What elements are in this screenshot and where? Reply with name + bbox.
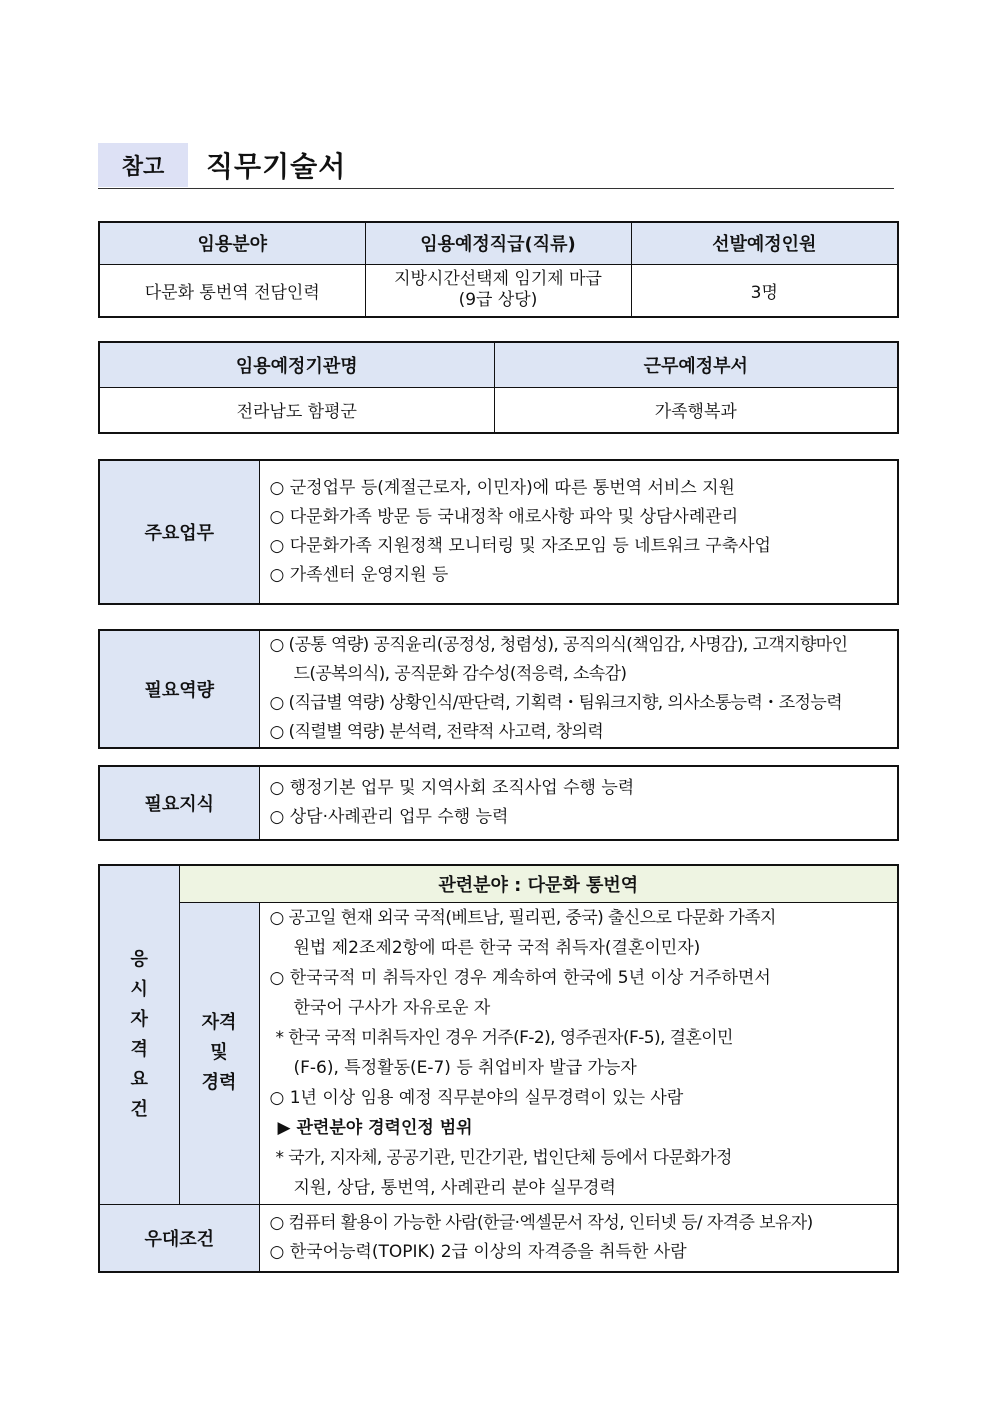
duty-item: ○ 군정업무 등(계절근로자, 이민자)에 따른 통번역 서비스 지원 [269, 478, 735, 498]
competency-content [259, 630, 898, 748]
appointment-table [98, 221, 899, 318]
competency-item: 드(공복의식), 공직문화 감수성(적응력, 소속감) [293, 664, 627, 684]
reference-badge: 참고 [98, 143, 188, 187]
qualification-line: ○ 1년 이상 임용 예정 직무분야의 실무경력이 있는 사람 [269, 1088, 684, 1108]
preference-item: ○ 컴퓨터 활용이 가능한 사람(한글·엑셀문서 작성, 인터넷 등/ 자격증 보유자) [269, 1212, 813, 1233]
eligibility-label-char: 자 [130, 1008, 148, 1030]
eligibility-label [99, 865, 179, 1204]
header-appointment-field: 임용분야 [99, 222, 365, 264]
knowledge-content [259, 766, 898, 840]
qualification-line: * 국가, 지자체, 공공기관, 민간기관, 법인단체 등에서 다문화가정 [275, 1148, 732, 1168]
duty-item: ○ 다문화가족 지원정책 모니터링 및 자조모임 등 네트워크 구축사업 [269, 536, 771, 556]
planned-rank-line: (9급 상당) [458, 290, 538, 311]
qualification-label-part: 자격 [201, 1012, 237, 1033]
institution-value: 전라남도 함평군 [99, 387, 494, 433]
preference-label: 우대조건 [99, 1204, 259, 1272]
eligibility-label-char: 시 [130, 978, 148, 1000]
qualification-line: (F-6), 특정활동(E-7) 등 취업비자 발급 가능자 [293, 1058, 637, 1078]
duties-content [259, 460, 898, 604]
planned-rank-line: 지방시간선택제 임기제 마급 [394, 269, 602, 290]
qualification-line: ○ 공고일 현재 외국 국적(베트남, 필리핀, 중국) 출신으로 다문화 가족지 [269, 908, 776, 928]
competency-table [98, 629, 899, 749]
page-header [98, 143, 894, 189]
header-institution: 임용예정기관명 [99, 342, 494, 387]
competency-label: 필요역량 [99, 630, 259, 748]
qualification-content [259, 902, 898, 1204]
department-value: 가족행복과 [494, 387, 898, 433]
header-department: 근무예정부서 [494, 342, 898, 387]
knowledge-item: ○ 행정기본 업무 및 지역사회 조직사업 수행 능력 [269, 778, 635, 798]
qualification-label-part: 및 [210, 1042, 228, 1063]
qualification-career-label [179, 902, 259, 1204]
document-title: 직무기술서 [206, 150, 347, 183]
qualification-label-part: 경력 [201, 1072, 237, 1093]
eligibility-label-char: 격 [130, 1038, 148, 1060]
institution-table [98, 341, 899, 434]
preference-content [259, 1204, 898, 1272]
appointment-field-value: 다문화 통번역 전담인력 [99, 264, 365, 317]
knowledge-label: 필요지식 [99, 766, 259, 840]
qualification-line: 원법 제2조제2항에 따른 한국 국적 취득자(결혼이민자) [293, 938, 701, 958]
competency-item: ○ (직급별 역량) 상황인식/판단력, 기획력・팀워크지향, 의사소통능력・조정능력 [269, 693, 843, 713]
qualification-line: * 한국 국적 미취득자인 경우 거주(F-2), 영주권자(F-5), 결혼이민 [275, 1028, 733, 1048]
competency-item: ○ (공통 역량) 공직윤리(공정성, 청렴성), 공직의식(책임감, 사명감), 고객지향마인 [269, 635, 848, 655]
header-headcount: 선발예정인원 [631, 222, 898, 264]
duty-item: ○ 가족센터 운영지원 등 [269, 565, 449, 585]
knowledge-item: ○ 상담·사례관리 업무 수행 능력 [269, 807, 509, 827]
headcount-value: 3명 [631, 264, 898, 317]
eligibility-label-char: 건 [130, 1098, 148, 1120]
duties-label: 주요업무 [99, 460, 259, 604]
eligibility-label-char: 응 [130, 948, 148, 970]
preference-item: ○ 한국어능력(TOPIK) 2급 이상의 자격증을 취득한 사람 [269, 1241, 687, 1262]
qualification-line: 지원, 상담, 통번역, 사례관리 분야 실무경력 [293, 1178, 616, 1198]
planned-rank-value [365, 264, 631, 317]
header-planned-rank: 임용예정직급(직류) [365, 222, 631, 264]
knowledge-table [98, 765, 899, 841]
related-field-title: 관련분야 : 다문화 통번역 [179, 865, 898, 902]
competency-item: ○ (직렬별 역량) 분석력, 전략적 사고력, 창의력 [269, 722, 604, 742]
duties-table [98, 459, 899, 605]
qualification-line: ○ 한국국적 미 취득자인 경우 계속하여 한국에 5년 이상 거주하면서 [269, 968, 771, 988]
duty-item: ○ 다문화가족 방문 등 국내정착 애로사항 파악 및 상담사례관리 [269, 507, 739, 527]
eligibility-table [98, 864, 899, 1273]
qualification-line: ▶ 관련분야 경력인정 범위 [277, 1118, 473, 1138]
eligibility-label-char: 요 [130, 1068, 148, 1090]
qualification-line: 한국어 구사가 자유로운 자 [293, 998, 491, 1018]
